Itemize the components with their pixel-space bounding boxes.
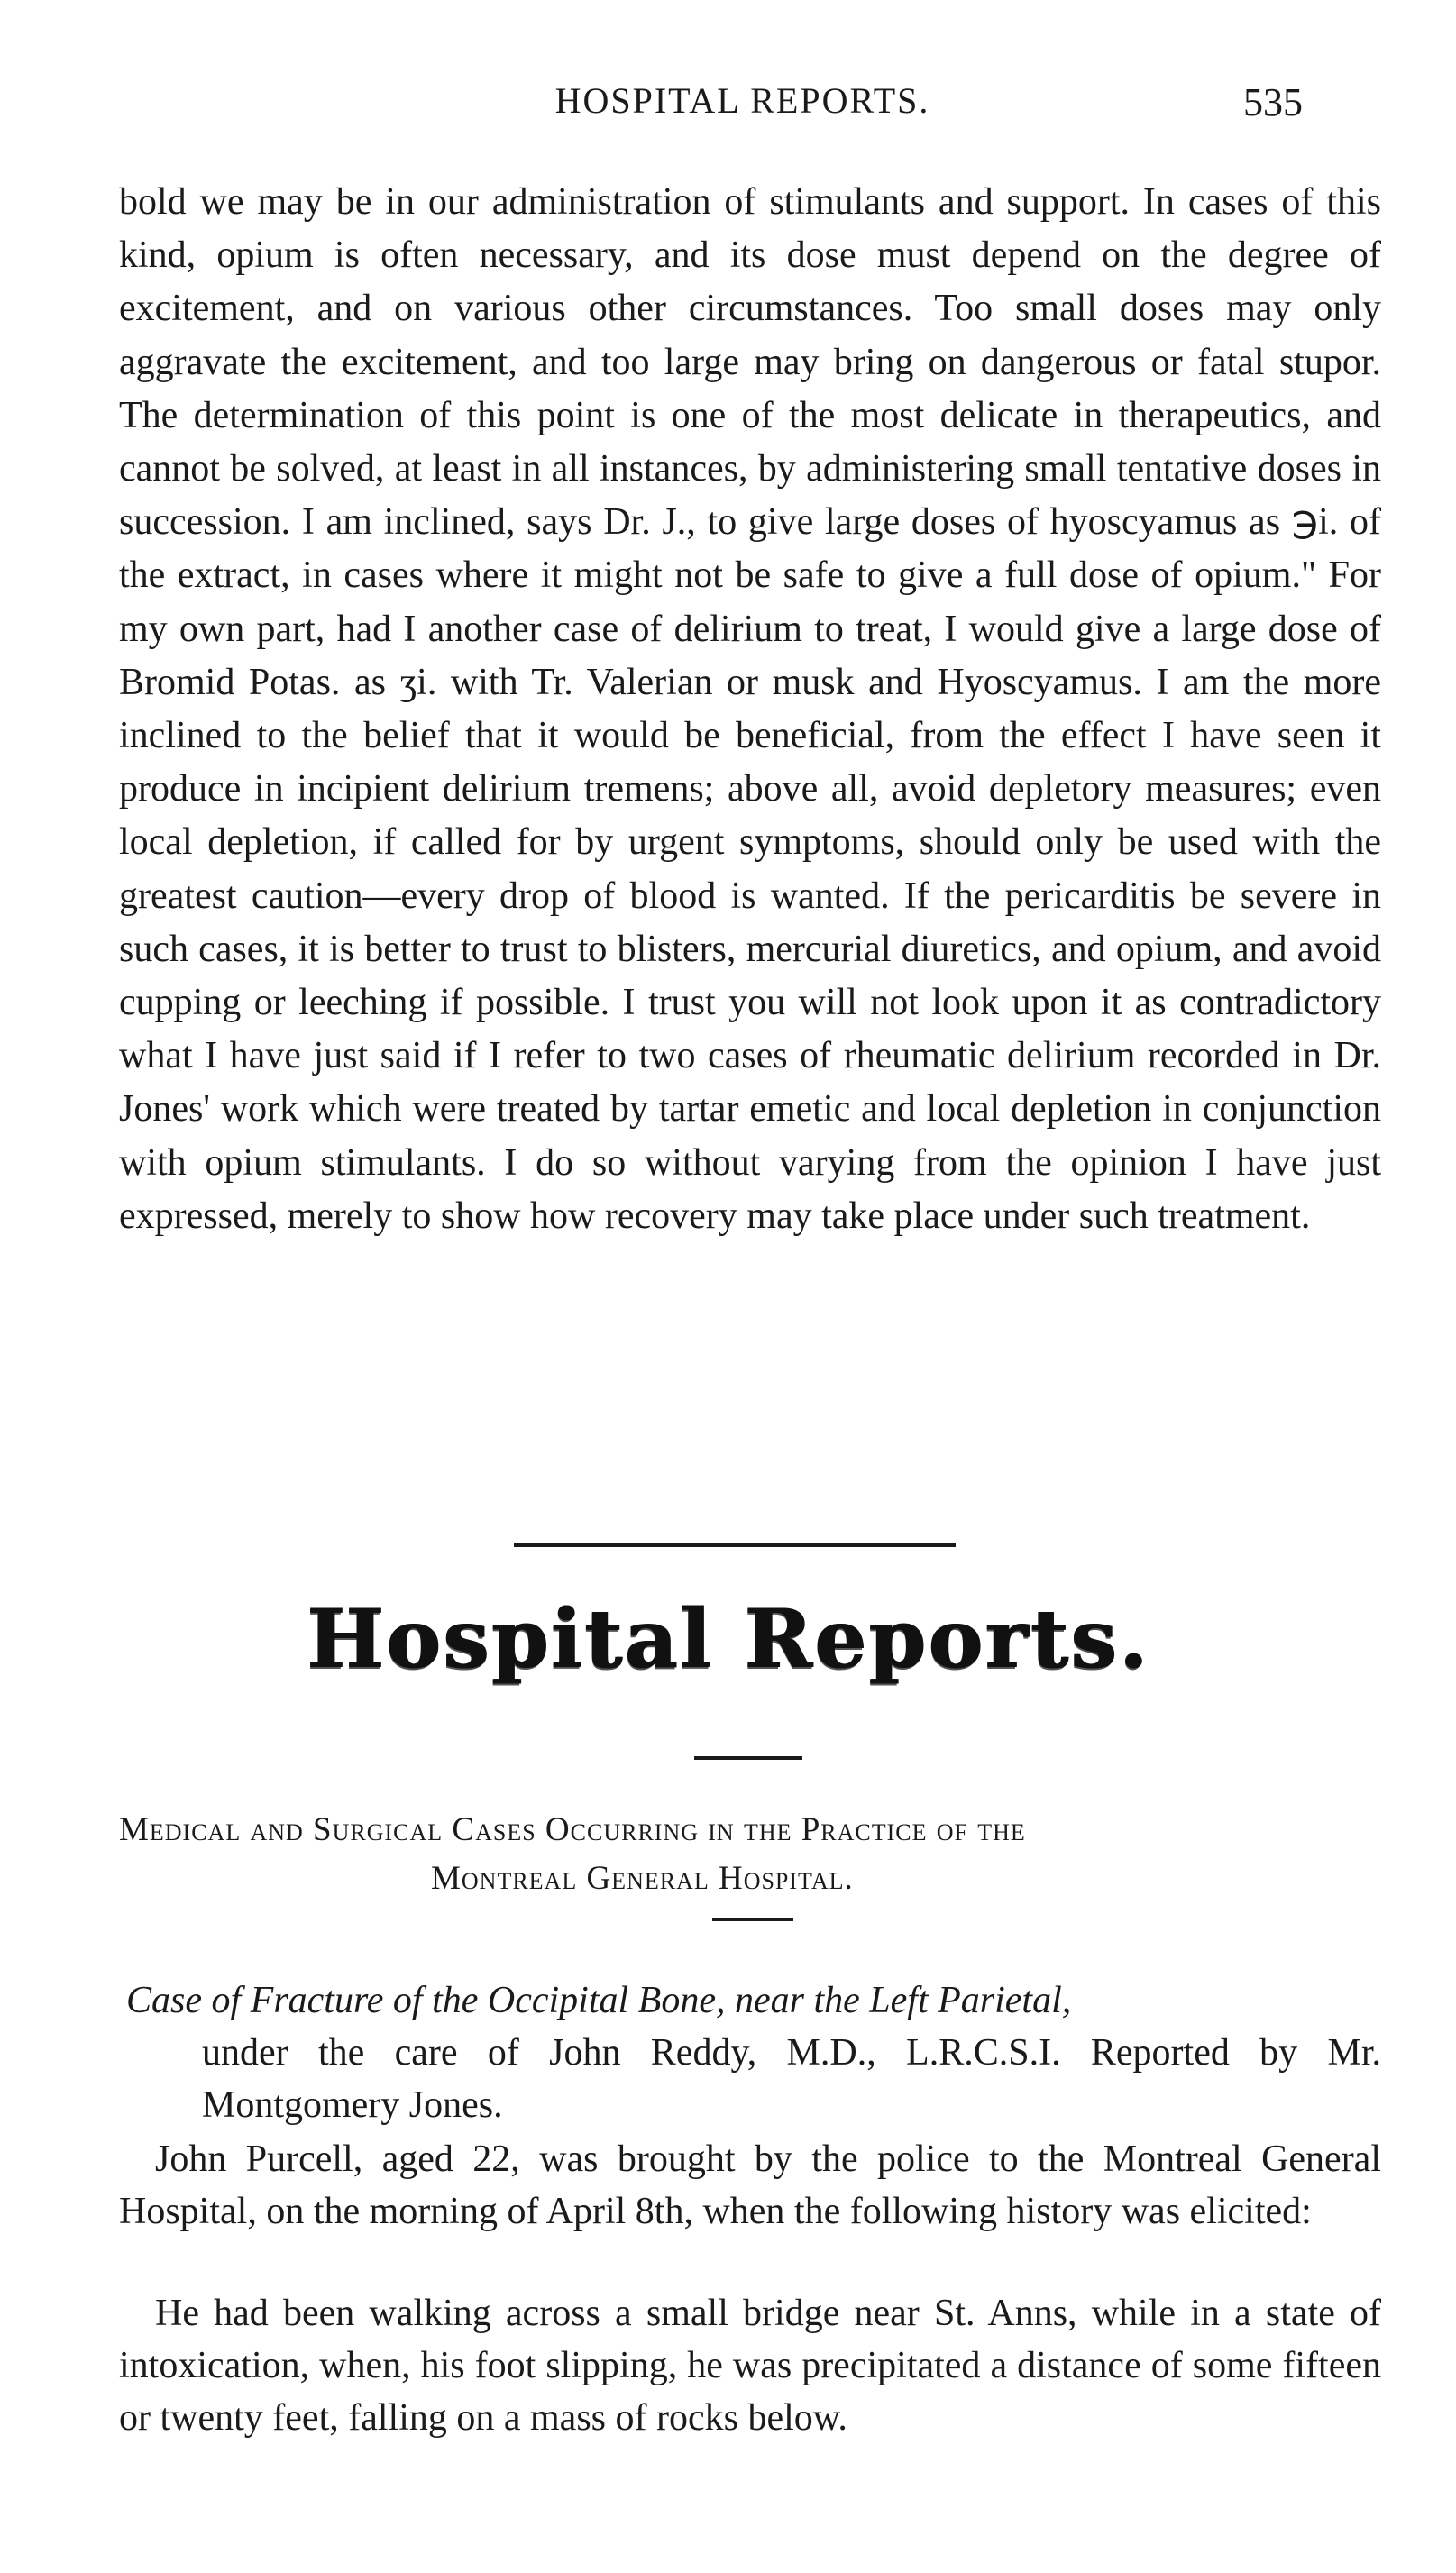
continuation-paragraph: bold we may be in our administration of stimulants and support. In cases of this kind, opium is often necessary, and its dose must depend on the degree of excitement, and on various other circumstances. Too small doses may only aggravate the excitement, and too large may bring on dangerous or fatal stupor. The determination of this point is one of the most delicate in therapeutics, and cannot be solved, at least in all instances, by administering small tentative doses in succession. I am inclined, says Dr. J., to give large doses of hyoscyamus as ℈i. of the extract, in cases where it might not be safe to give a full dose of opium." For my own part, had I another case of delirium to treat, I would give a large dose of Bromid Potas. as ʒi. with Tr. Valerian or musk and Hyoscyamus. I am the more inclined to the belief that it would be beneficial, from the effect I have seen it produce in incipient delirium tremens; above all, avoid depletory measures; even local depletion, if called for by urgent symptoms, should only be used with the greatest caution—every drop of blood is wanted. If the pericarditis be severe in such cases, it is better to trust to blisters, mercurial diuretics, and opium, and avoid cupping or leeching if possible. I trust you will not look upon it as contradictory what I have just said if I refer to two cases of rheumatic delirium recorded in Dr. Jones' work which were treated by tartar emetic and local depletion in conjunction with opium stimulants. I do so without varying from the opinion I have just expressed, merely to show how recovery may take place under such treatment.	[119, 181, 1381, 1237]
case-title-attribution: under the care of John Reddy, M.D., L.R.C.S.I. Reported by Mr. Montgomery Jones.	[202, 2032, 1381, 2126]
running-title: HOSPITAL REPORTS.	[554, 80, 930, 121]
section-heading: Hospital Reports.	[306, 1591, 1150, 1687]
section-divider-rule	[514, 1543, 956, 1547]
case-paragraph-1: John Purcell, aged 22, was brought by the police to the Montreal General Hospital, on the morning of April 8th, when the following history was elicited:	[119, 2138, 1381, 2232]
case-title-italic: Case of Fracture of the Occipital Bone, near the Left Parietal,	[126, 1980, 1072, 2021]
running-head	[119, 79, 1366, 133]
section-subheading-line2: Montreal General Hospital.	[431, 1860, 854, 1897]
short-rule-lower	[712, 1918, 793, 1921]
short-rule-upper	[694, 1756, 802, 1760]
case-title	[126, 1974, 1381, 2131]
case-paragraph-2: He had been walking across a small bridge near St. Anns, while in a state of intoxication, when, his foot slipping, he was precipitated a distance of some fifteen or twenty feet, falling on a mass of rocks below.	[119, 2293, 1381, 2439]
page-number: 535	[1243, 80, 1303, 124]
section-subheading-line1: Medical and Surgical Cases Occurring in the Practice of the	[119, 1811, 1026, 1848]
